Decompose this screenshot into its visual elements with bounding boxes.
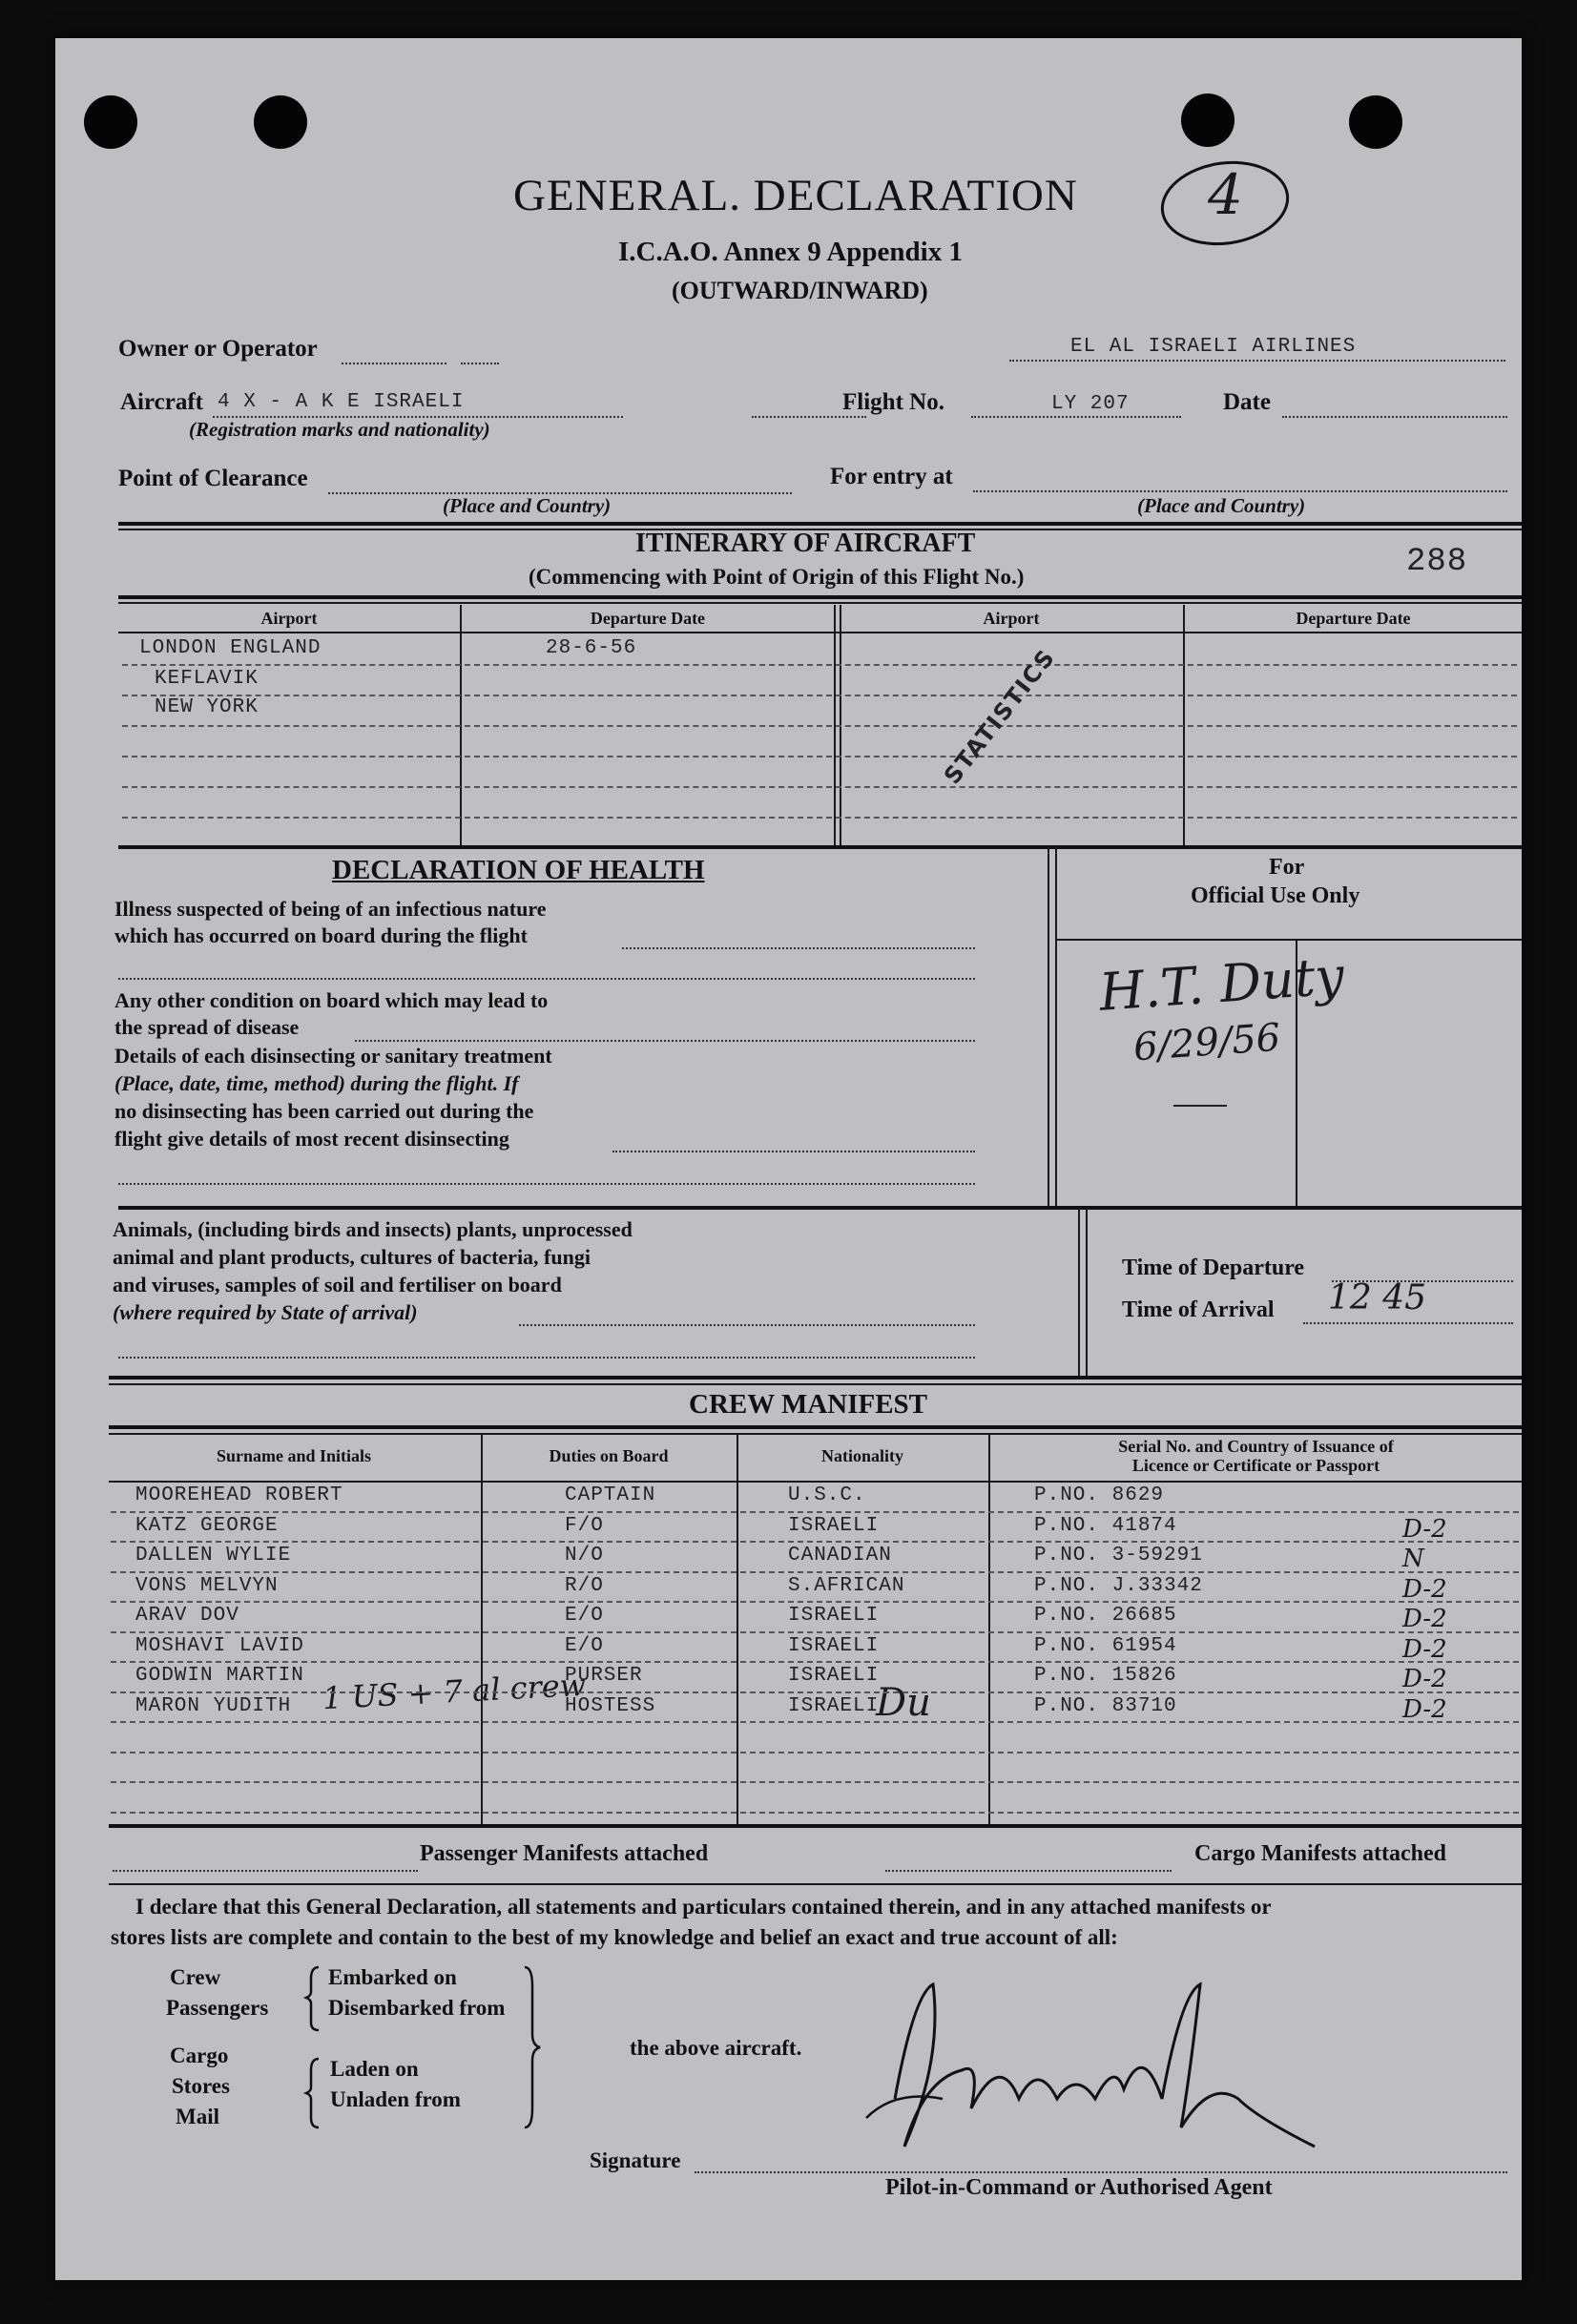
crew-nationality: CANADIAN: [788, 1545, 892, 1567]
health-other-2: the spread of disease: [114, 1015, 300, 1039]
crew-title: CREW MANIFEST: [689, 1389, 928, 1420]
crew-header-duties: Duties on Board: [549, 1446, 669, 1465]
crew-row-rule: [111, 1511, 1519, 1513]
health-details-1: Details of each disinsecting or sanitary treatment: [114, 1044, 552, 1068]
crew-nationality: ISRAELI: [788, 1665, 880, 1687]
form-subtitle: I.C.A.O. Annex 9 Appendix 1: [618, 237, 963, 267]
crew-serial: P.NO. 83710: [1034, 1695, 1177, 1717]
health-details-3: no disinsecting has been carried out during the: [114, 1099, 534, 1123]
stores-label: Stores: [172, 2074, 230, 2098]
crew-duty: R/O: [565, 1575, 604, 1597]
crew-row-rule: [111, 1631, 1519, 1633]
arrival-time-label: Time of Arrival: [1122, 1297, 1275, 1322]
crew-header-name: Surname and Initials: [216, 1446, 372, 1465]
date-label: Date: [1223, 389, 1271, 415]
crew-row-rule: [111, 1812, 1519, 1814]
declaration-line-1: I declare that this General Declaration, all statements and particulars contained therein, and in any attached manifests or: [135, 1895, 1272, 1919]
passengers-label: Passengers: [166, 1996, 269, 2020]
disembarked-label: Disembarked from: [328, 1996, 506, 2020]
bracket-marks: [303, 1963, 551, 2145]
itinerary-title: ITINERARY OF AIRCRAFT: [635, 529, 976, 558]
flight-value: LY 207: [1051, 393, 1130, 415]
crew-serial: P.NO. 3-59291: [1034, 1545, 1203, 1567]
crew-header-nationality: Nationality: [820, 1446, 903, 1465]
crew-mark: D-2: [1402, 1665, 1447, 1693]
crew-name: ARAV DOV: [135, 1605, 239, 1627]
entry-label: For entry at: [830, 464, 953, 489]
circled-number: 4: [1208, 162, 1243, 227]
departure-time-label: Time of Departure: [1122, 1255, 1305, 1280]
crew-hand-note: 1 US + 7 al crew: [322, 1666, 587, 1717]
crew-serial: P.NO. 61954: [1034, 1635, 1177, 1657]
crew-mark: D-2: [1402, 1575, 1447, 1604]
itinerary-subtitle: (Commencing with Point of Origin of this Flight No.): [529, 565, 1025, 589]
health-illness-1: Illness suspected of being of an infectious nature: [114, 897, 547, 921]
statistics-stamp: STATISTICS: [939, 643, 1061, 790]
health-details-2: (Place, date, time, method) during the flight. If: [114, 1071, 519, 1095]
mail-label: Mail: [176, 2105, 219, 2128]
crew-row-rule: [111, 1541, 1519, 1543]
crew-mark: D-2: [1402, 1515, 1447, 1544]
crew-row-rule: [111, 1781, 1519, 1783]
crew-nationality: ISRAELI: [788, 1605, 880, 1627]
itinerary-airport-1: LONDON ENGLAND: [139, 637, 322, 659]
clearance-label: Point of Clearance: [118, 466, 308, 491]
crew-duty: PURSER: [565, 1665, 643, 1687]
punch-hole: [254, 95, 307, 149]
crew-nationality: ISRAELI: [788, 1635, 880, 1657]
crew-duty: N/O: [565, 1545, 604, 1567]
aircraft-caption: (Registration marks and nationality): [189, 418, 490, 441]
punch-hole: [1349, 95, 1402, 149]
crew-name: GODWIN MARTIN: [135, 1665, 304, 1687]
crew-label: Crew: [170, 1965, 221, 1989]
itinerary-number: 288: [1406, 544, 1468, 580]
itinerary-header-airport-2: Airport: [983, 609, 1040, 628]
crew-duty: E/O: [565, 1635, 604, 1657]
crew-serial: P.NO. 15826: [1034, 1665, 1177, 1687]
itinerary-header-date-2: Departure Date: [1296, 609, 1411, 628]
crew-row-rule: [111, 1721, 1519, 1723]
crew-duty: F/O: [565, 1515, 604, 1537]
health-illness-2: which has occurred on board during the flight: [114, 923, 528, 947]
crew-serial: P.NO. 26685: [1034, 1605, 1177, 1627]
laden-label: Laden on: [330, 2057, 419, 2081]
crew-hand-note-2: Du: [876, 1681, 931, 1725]
entry-caption: (Place and Country): [1137, 494, 1306, 517]
crew-row-rule: [111, 1601, 1519, 1603]
aircraft-label: Aircraft: [120, 389, 203, 415]
unladen-label: Unladen from: [330, 2087, 461, 2111]
form-direction: (OUTWARD/INWARD): [672, 277, 928, 304]
itinerary-airport-3: NEW YORK: [155, 696, 259, 718]
crew-name: MOSHAVI LAVID: [135, 1635, 304, 1657]
punch-hole: [1181, 93, 1235, 147]
cargo-label: Cargo: [170, 2044, 229, 2067]
embarked-label: Embarked on: [328, 1965, 457, 1989]
signature-label: Signature: [590, 2148, 681, 2172]
flight-label: Flight No.: [842, 389, 944, 415]
crew-row-rule: [111, 1661, 1519, 1663]
passenger-manifests-label: Passenger Manifests attached: [420, 1841, 709, 1866]
crew-row-rule: [111, 1752, 1519, 1753]
itinerary-airport-2: KEFLAVIK: [155, 668, 259, 690]
clearance-caption: (Place and Country): [443, 494, 612, 517]
itinerary-date-1: 28-6-56: [546, 637, 637, 659]
crew-serial: P.NO. 41874: [1034, 1515, 1177, 1537]
crew-serial: P.NO. J.33342: [1034, 1575, 1203, 1597]
cargo-manifests-label: Cargo Manifests attached: [1194, 1841, 1446, 1866]
crew-header-serial-1: Serial No. and Country of Issuance of: [1118, 1437, 1394, 1456]
itinerary-header-date: Departure Date: [590, 609, 706, 628]
crew-nationality: U.S.C.: [788, 1484, 866, 1506]
health-other-1: Any other condition on board which may lead to: [114, 988, 549, 1012]
animals-line-4: (where required by State of arrival): [113, 1300, 418, 1324]
health-details-4: flight give details of most recent disinsecting: [114, 1127, 509, 1151]
crew-mark: D-2: [1402, 1605, 1447, 1633]
crew-name: VONS MELVYN: [135, 1575, 279, 1597]
time-handwriting: 12 45: [1328, 1278, 1427, 1318]
official-use-handwriting-1: H.T. Duty: [1097, 945, 1346, 1023]
declaration-line-2: stores lists are complete and contain to the best of my knowledge and belief an exact and true account of all:: [111, 1925, 1118, 1949]
above-aircraft-label: the above aircraft.: [630, 2036, 802, 2060]
crew-name: MOOREHEAD ROBERT: [135, 1484, 343, 1506]
crew-mark: D-2: [1402, 1635, 1447, 1664]
animals-line-3: and viruses, samples of soil and fertiliser on board: [113, 1273, 562, 1297]
aircraft-value: 4 X - A K E ISRAELI: [218, 391, 465, 413]
itinerary-header-airport: Airport: [260, 609, 318, 628]
crew-duty: CAPTAIN: [565, 1484, 656, 1506]
crew-name: KATZ GEORGE: [135, 1515, 279, 1537]
animals-line-2: animal and plant products, cultures of bacteria, fungi: [113, 1245, 591, 1269]
pilot-signature: [838, 1956, 1372, 2185]
crew-row-rule: [111, 1571, 1519, 1573]
crew-name: DALLEN WYLIE: [135, 1545, 292, 1567]
crew-name: MARON YUDITH: [135, 1695, 292, 1717]
crew-mark: D-2: [1402, 1695, 1447, 1724]
official-use-label-2: Official Use Only: [1191, 883, 1360, 908]
pilot-label: Pilot-in-Command or Authorised Agent: [885, 2175, 1273, 2200]
crew-nationality: ISRAELI: [788, 1515, 880, 1537]
crew-header-serial-2: Licence or Certificate or Passport: [1131, 1456, 1380, 1475]
animals-line-1: Animals, (including birds and insects) plants, unprocessed: [113, 1217, 633, 1241]
owner-value: EL AL ISRAELI AIRLINES: [1070, 336, 1357, 358]
official-use-label-1: For: [1269, 855, 1305, 880]
crew-row-rule: [111, 1691, 1519, 1693]
crew-duty: E/O: [565, 1605, 604, 1627]
owner-label: Owner or Operator: [118, 336, 318, 362]
form-title: GENERAL. DECLARATION: [513, 171, 1078, 220]
crew-nationality: ISRAELI: [788, 1695, 880, 1717]
crew-mark: N: [1402, 1545, 1424, 1573]
crew-duty: HOSTESS: [565, 1695, 656, 1717]
crew-serial: P.NO. 8629: [1034, 1484, 1165, 1506]
crew-nationality: S.AFRICAN: [788, 1575, 905, 1597]
official-use-handwriting-2: 6/29/56: [1131, 1015, 1282, 1070]
punch-hole: [84, 95, 137, 149]
declaration-form: [55, 38, 1522, 2280]
health-title: DECLARATION OF HEALTH: [332, 855, 705, 885]
